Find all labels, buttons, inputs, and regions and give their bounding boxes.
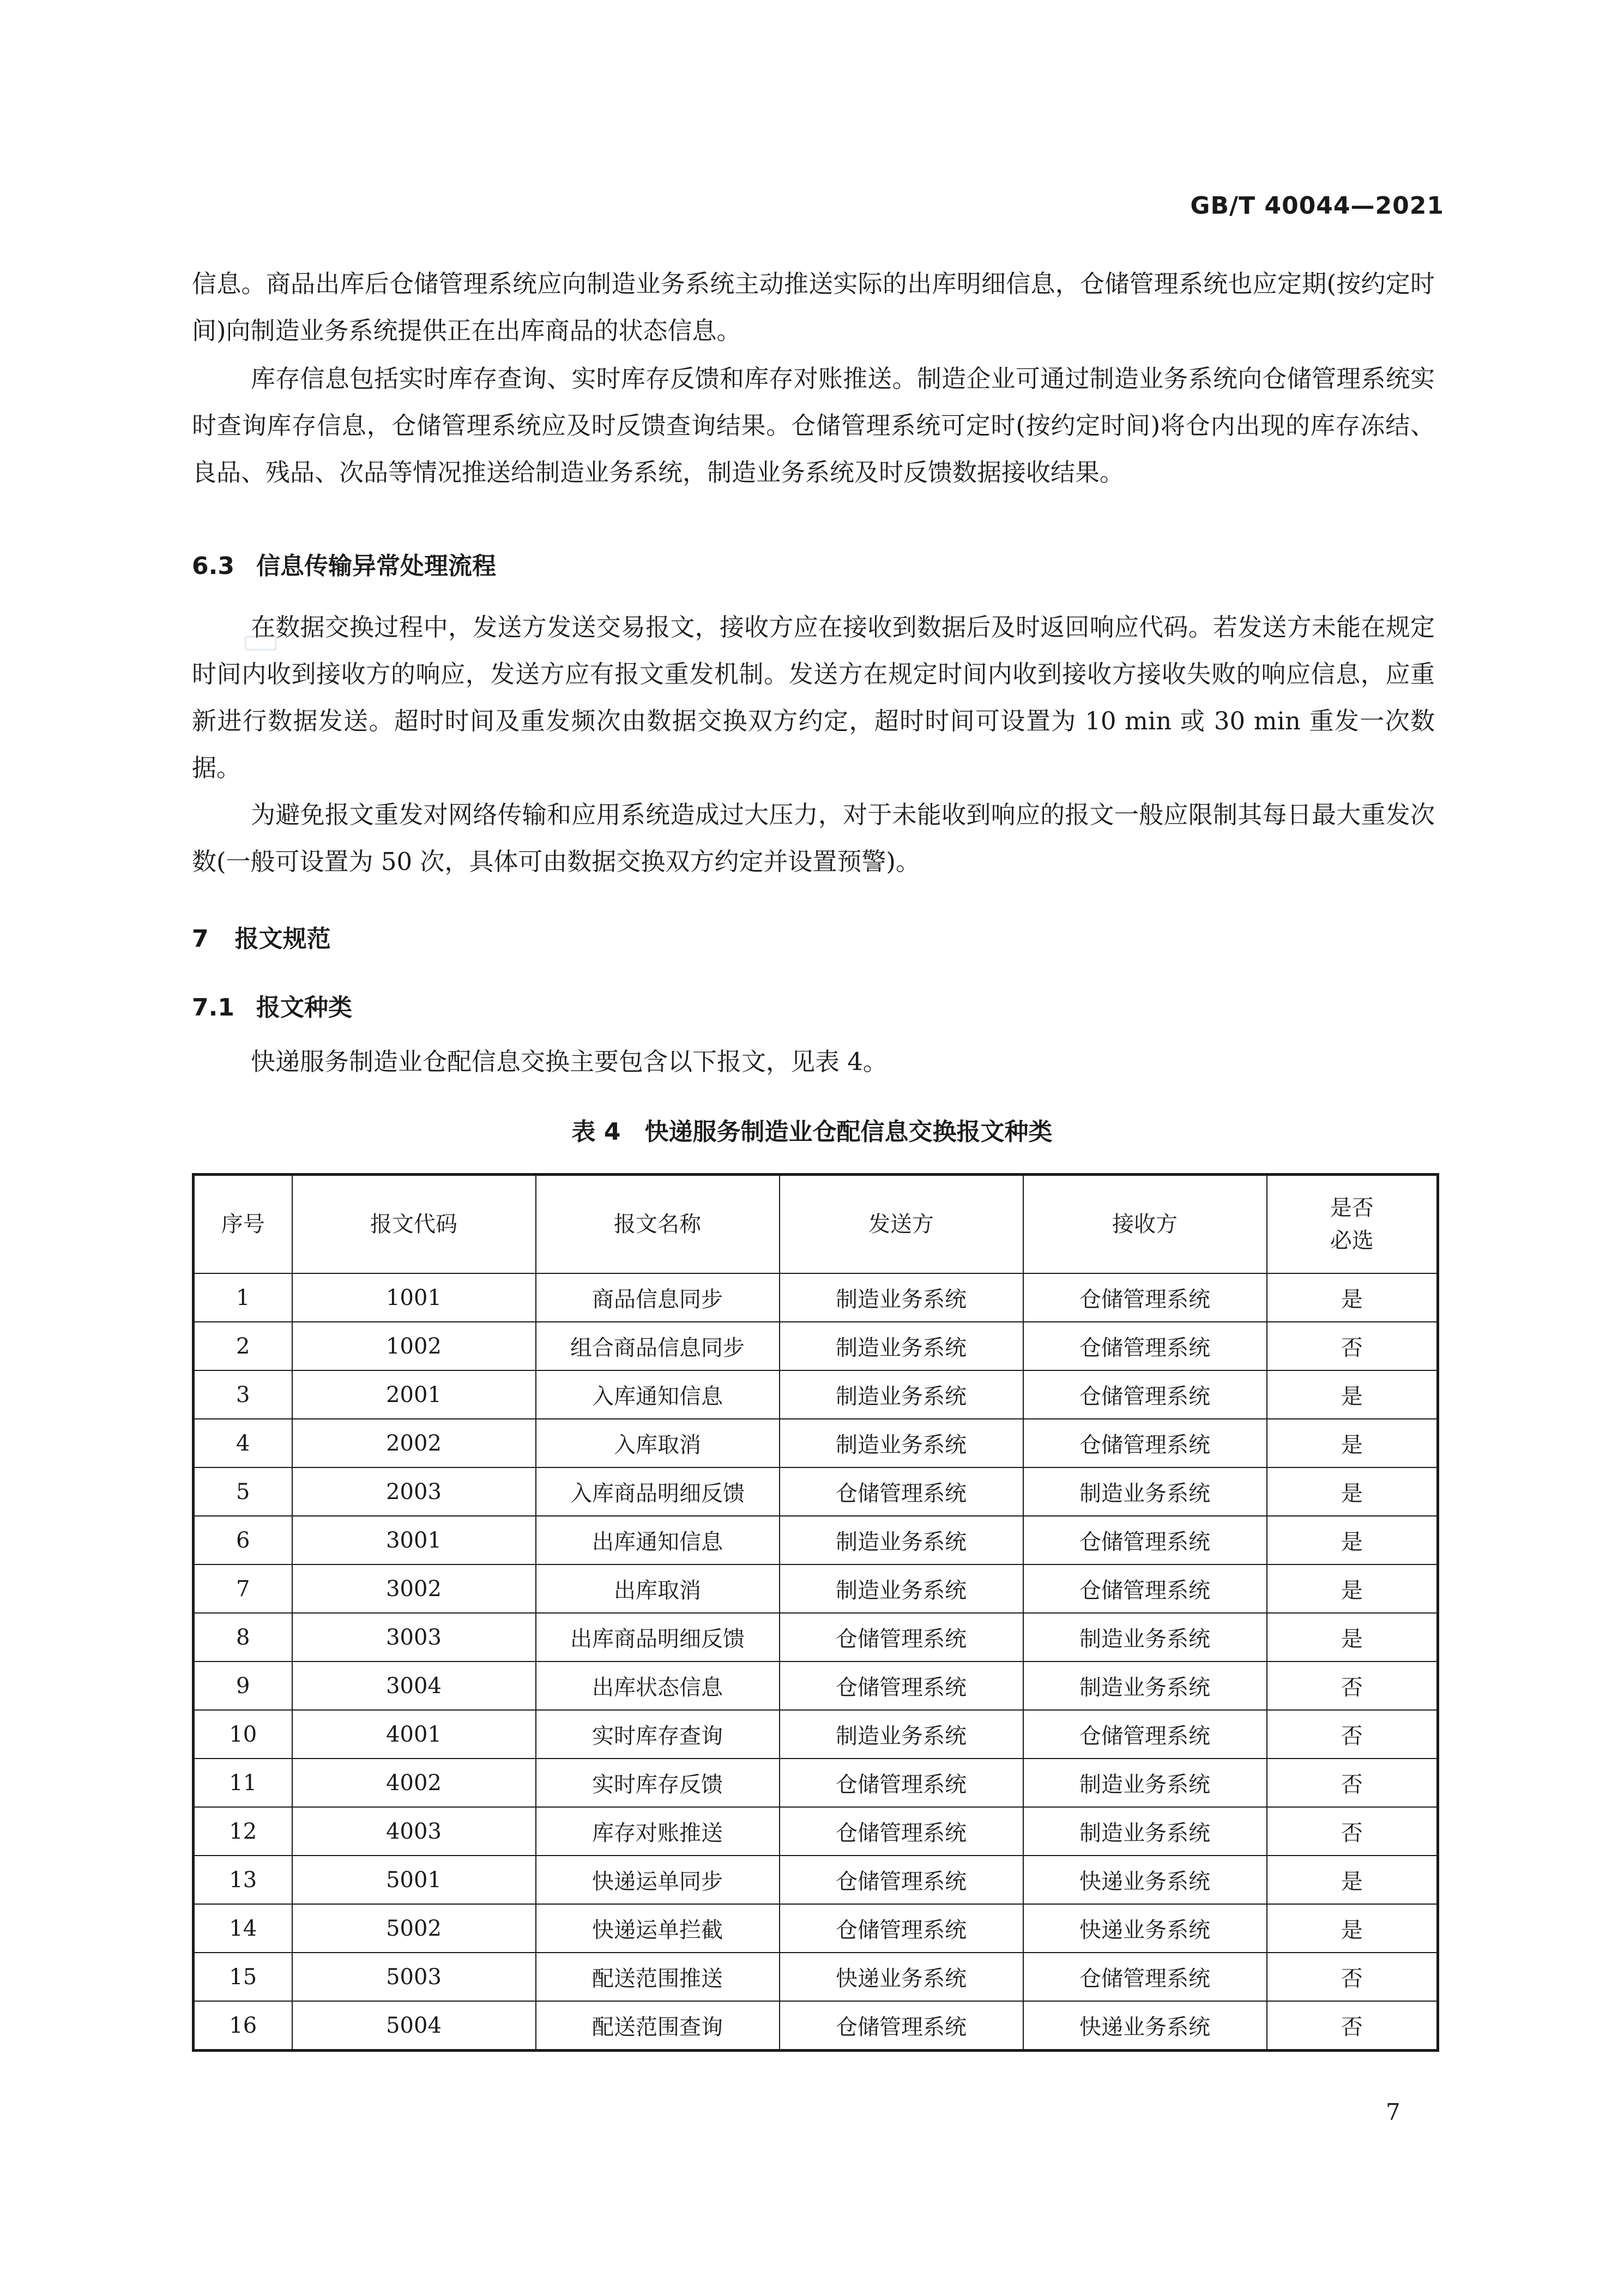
cell-required: 是 xyxy=(1267,1564,1438,1613)
cell-sender: 仓储管理系统 xyxy=(780,1613,1023,1661)
table-header-row xyxy=(194,1175,1438,1274)
cell-code: 5002 xyxy=(292,1904,536,1953)
cell-sender: 制造业务系统 xyxy=(780,1322,1023,1370)
cell-sender: 仓储管理系统 xyxy=(780,1807,1023,1856)
cell-seq: 14 xyxy=(194,1904,292,1953)
cell-required: 是 xyxy=(1267,1856,1438,1904)
page-number: 7 xyxy=(1386,2099,1400,2125)
cell-sender: 仓储管理系统 xyxy=(780,1856,1023,1904)
cell-sender: 制造业务系统 xyxy=(780,1370,1023,1419)
cell-seq: 3 xyxy=(194,1370,292,1419)
cell-required: 是 xyxy=(1267,1273,1438,1322)
cell-sender: 仓储管理系统 xyxy=(780,1759,1023,1807)
cell-required: 否 xyxy=(1267,1322,1438,1370)
cell-code: 1002 xyxy=(292,1322,536,1370)
cell-name: 出库取消 xyxy=(536,1564,780,1613)
cell-code: 3003 xyxy=(292,1613,536,1661)
table-row xyxy=(194,1904,1438,1953)
header-required-line1: 是否 xyxy=(1330,1195,1374,1220)
cell-required: 是 xyxy=(1267,1516,1438,1564)
table-row xyxy=(194,1467,1438,1516)
table-row xyxy=(194,2001,1438,2051)
table-row xyxy=(194,1856,1438,1904)
cell-code: 5004 xyxy=(292,2001,536,2051)
cell-receiver: 仓储管理系统 xyxy=(1023,1322,1267,1370)
table-row xyxy=(194,1710,1438,1759)
cell-name: 快递运单拦截 xyxy=(536,1904,780,1953)
cell-required: 是 xyxy=(1267,1904,1438,1953)
cell-code: 1001 xyxy=(292,1273,536,1322)
table-row xyxy=(194,1322,1438,1370)
cell-required: 是 xyxy=(1267,1370,1438,1419)
cell-seq: 10 xyxy=(194,1710,292,1759)
header-sender: 发送方 xyxy=(780,1175,1023,1274)
cell-seq: 12 xyxy=(194,1807,292,1856)
cell-sender: 制造业务系统 xyxy=(780,1516,1023,1564)
table-row xyxy=(194,1273,1438,1322)
cell-required: 是 xyxy=(1267,1613,1438,1661)
cell-code: 4003 xyxy=(292,1807,536,1856)
cell-name: 出库商品明细反馈 xyxy=(536,1613,780,1661)
cell-sender: 制造业务系统 xyxy=(780,1564,1023,1613)
cell-seq: 2 xyxy=(194,1322,292,1370)
cell-required: 否 xyxy=(1267,1710,1438,1759)
cell-sender: 仓储管理系统 xyxy=(780,2001,1023,2051)
table-row xyxy=(194,1564,1438,1613)
cell-name: 商品信息同步 xyxy=(536,1273,780,1322)
cell-seq: 8 xyxy=(194,1613,292,1661)
cell-code: 3004 xyxy=(292,1661,536,1710)
table-body xyxy=(194,1273,1438,2051)
cell-receiver: 仓储管理系统 xyxy=(1023,1953,1267,2001)
cell-required: 是 xyxy=(1267,1419,1438,1467)
cell-seq: 5 xyxy=(194,1467,292,1516)
cell-name: 入库商品明细反馈 xyxy=(536,1467,780,1516)
section-title: 信息传输异常处理流程 xyxy=(256,552,496,580)
cell-name: 入库通知信息 xyxy=(536,1370,780,1419)
table-row xyxy=(194,1613,1438,1661)
section-heading-6-3 xyxy=(192,546,496,581)
cell-required: 否 xyxy=(1267,2001,1438,2051)
cell-sender: 仓储管理系统 xyxy=(780,1467,1023,1516)
table-row xyxy=(194,1419,1438,1467)
cell-receiver: 制造业务系统 xyxy=(1023,1661,1267,1710)
cell-seq: 1 xyxy=(194,1273,292,1322)
cell-receiver: 制造业务系统 xyxy=(1023,1759,1267,1807)
table-row xyxy=(194,1516,1438,1564)
header-receiver: 接收方 xyxy=(1023,1175,1267,1274)
cell-seq: 6 xyxy=(194,1516,292,1564)
cell-code: 4001 xyxy=(292,1710,536,1759)
cell-receiver: 制造业务系统 xyxy=(1023,1613,1267,1661)
cell-name: 实时库存反馈 xyxy=(536,1759,780,1807)
standard-code-header: GB/T 40044—2021 xyxy=(1190,192,1444,220)
cell-sender: 制造业务系统 xyxy=(780,1273,1023,1322)
section-title: 报文种类 xyxy=(256,994,352,1022)
header-code: 报文代码 xyxy=(292,1175,536,1274)
cell-name: 配送范围推送 xyxy=(536,1953,780,2001)
header-seq: 序号 xyxy=(194,1175,292,1274)
cell-required: 否 xyxy=(1267,1759,1438,1807)
cell-code: 2003 xyxy=(292,1467,536,1516)
cell-seq: 16 xyxy=(194,2001,292,2051)
cell-seq: 7 xyxy=(194,1564,292,1613)
cell-receiver: 制造业务系统 xyxy=(1023,1807,1267,1856)
section-heading-7 xyxy=(192,919,331,954)
header-required-line2: 必选 xyxy=(1330,1228,1374,1253)
cell-receiver: 快递业务系统 xyxy=(1023,1904,1267,1953)
cell-name: 配送范围查询 xyxy=(536,2001,780,2051)
cell-receiver: 仓储管理系统 xyxy=(1023,1516,1267,1564)
cell-sender: 仓储管理系统 xyxy=(780,1904,1023,1953)
table-caption: 表 4 快递服务制造业仓配信息交换报文种类 xyxy=(571,1118,1053,1146)
paragraph-outbound-info: 信息。商品出库后仓储管理系统应向制造业务系统主动推送实际的出库明细信息，仓储管理系统也应定期(按约定时间)向制造业务系统提供正在出库商品的状态信息。 xyxy=(192,269,1435,345)
header-name: 报文名称 xyxy=(536,1175,780,1274)
cell-seq: 9 xyxy=(194,1661,292,1710)
cell-name: 实时库存查询 xyxy=(536,1710,780,1759)
cell-seq: 11 xyxy=(194,1759,292,1807)
cell-code: 2002 xyxy=(292,1419,536,1467)
message-types-table xyxy=(192,1173,1439,2052)
cell-name: 组合商品信息同步 xyxy=(536,1322,780,1370)
cell-code: 2001 xyxy=(292,1370,536,1419)
cell-required: 否 xyxy=(1267,1661,1438,1710)
table-row xyxy=(194,1370,1438,1419)
header-required xyxy=(1267,1175,1438,1274)
table-row xyxy=(194,1759,1438,1807)
cell-required: 否 xyxy=(1267,1807,1438,1856)
cell-receiver: 仓储管理系统 xyxy=(1023,1419,1267,1467)
cell-name: 快递运单同步 xyxy=(536,1856,780,1904)
cell-name: 出库通知信息 xyxy=(536,1516,780,1564)
paragraph-inventory-info: 库存信息包括实时库存查询、实时库存反馈和库存对账推送。制造企业可通过制造业务系统向仓储管理系统实时查询库存信息，仓储管理系统应及时反馈查询结果。仓储管理系统可定时(按约定时间)将仓内出现的库存冻结、良品、残品、次品等情况推送给制造业务系统，制造业务系统及时反馈数据接收结果。 xyxy=(192,364,1435,487)
cell-sender: 快递业务系统 xyxy=(780,1953,1023,2001)
section-heading-7-1 xyxy=(192,988,352,1023)
cell-required: 否 xyxy=(1267,1953,1438,2001)
cell-code: 3001 xyxy=(292,1516,536,1564)
cell-code: 5003 xyxy=(292,1953,536,2001)
cell-sender: 制造业务系统 xyxy=(780,1710,1023,1759)
cell-required: 是 xyxy=(1267,1467,1438,1516)
section-number: 7 xyxy=(192,925,209,953)
cell-sender: 仓储管理系统 xyxy=(780,1661,1023,1710)
table-row xyxy=(194,1807,1438,1856)
paragraph-transmission-exception: 在数据交换过程中，发送方发送交易报文，接收方应在接收到数据后及时返回响应代码。若发送方未能在规定时间内收到接收方的响应，发送方应有报文重发机制。发送方在规定时间内收到接收方接收失败的响应信息，应重新进行数据发送。超时时间及重发频次由数据交换双方约定，超时时间可设置为 10 min 或 30 min 重发一次数据。 xyxy=(192,613,1435,782)
cell-seq: 4 xyxy=(194,1419,292,1467)
section-number: 6.3 xyxy=(192,552,234,580)
paragraph-message-intro: 快递服务制造业仓配信息交换主要包含以下报文，见表 4。 xyxy=(251,1047,888,1076)
section-number: 7.1 xyxy=(192,994,234,1022)
cell-receiver: 制造业务系统 xyxy=(1023,1467,1267,1516)
cell-name: 入库取消 xyxy=(536,1419,780,1467)
cell-code: 5001 xyxy=(292,1856,536,1904)
cell-seq: 13 xyxy=(194,1856,292,1904)
cell-code: 4002 xyxy=(292,1759,536,1807)
cell-seq: 15 xyxy=(194,1953,292,2001)
cell-code: 3002 xyxy=(292,1564,536,1613)
paragraph-retry-limit: 为避免报文重发对网络传输和应用系统造成过大压力，对于未能收到响应的报文一般应限制其每日最大重发次数(一般可设置为 50 次，具体可由数据交换双方约定并设置预警)。 xyxy=(192,800,1435,876)
cell-sender: 制造业务系统 xyxy=(780,1419,1023,1467)
cell-receiver: 快递业务系统 xyxy=(1023,1856,1267,1904)
cell-receiver: 仓储管理系统 xyxy=(1023,1564,1267,1613)
cell-receiver: 仓储管理系统 xyxy=(1023,1710,1267,1759)
table-row xyxy=(194,1661,1438,1710)
cell-name: 出库状态信息 xyxy=(536,1661,780,1710)
cell-receiver: 仓储管理系统 xyxy=(1023,1370,1267,1419)
section-title: 报文规范 xyxy=(234,925,331,953)
cell-receiver: 仓储管理系统 xyxy=(1023,1273,1267,1322)
cell-name: 库存对账推送 xyxy=(536,1807,780,1856)
table-row xyxy=(194,1953,1438,2001)
cell-receiver: 快递业务系统 xyxy=(1023,2001,1267,2051)
